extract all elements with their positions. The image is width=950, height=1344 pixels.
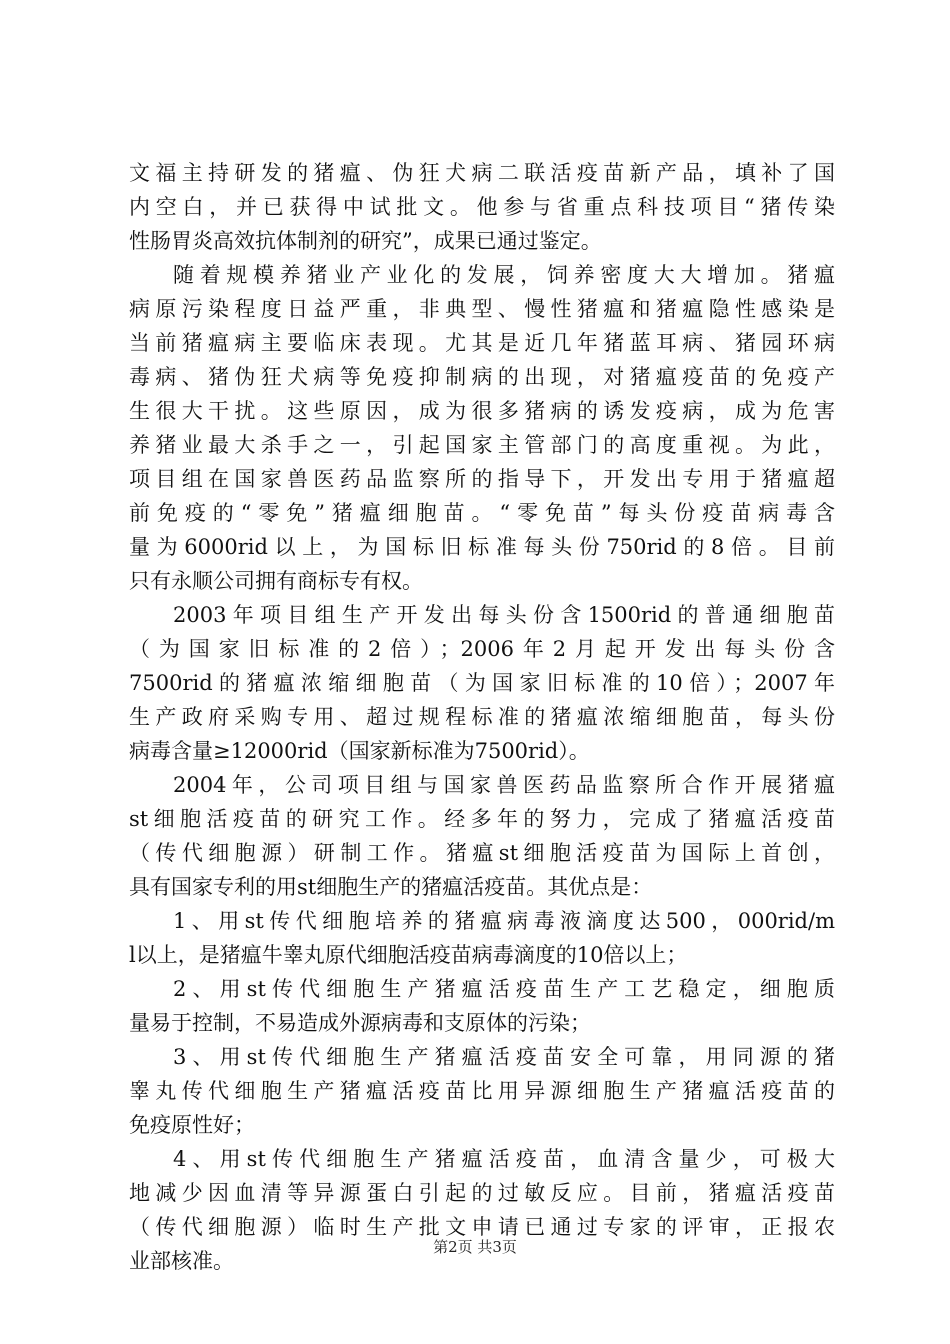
text-line: 量为6000rid以上，为国标旧标准每头份750rid的8倍。目前 (129, 535, 835, 559)
text-line: 免疫原性好； (129, 1113, 255, 1137)
text-line: 病原污染程度日益严重，非典型、慢性猪瘟和猪瘟隐性感染是 (129, 297, 835, 321)
text-line: 生产政府采购专用、超过规程标准的猪瘟浓缩细胞苗，每头份 (129, 705, 835, 729)
text-line: （传代细胞源）临时生产批文申请已通过专家的评审，正报农 (129, 1215, 835, 1239)
page-number-footer: 第2页 共3页 (433, 1238, 517, 1256)
text-line: 业部核准。 (129, 1249, 234, 1273)
text-line: 1、用st传代细胞培养的猪瘟病毒液滴度达500，000rid/m (173, 909, 835, 933)
text-line: 毒病、猪伪狂犬病等免疫抑制病的出现，对猪瘟疫苗的免疫产 (129, 365, 835, 389)
text-line: 前免疫的“零免”猪瘟细胞苗。“零免苗”每头份疫苗病毒含 (129, 501, 835, 525)
text-line: 2003年项目组生产开发出每头份含1500rid的普通细胞苗 (173, 603, 835, 627)
text-line: 生很大干扰。这些原因，成为很多猪病的诱发疫病，成为危害 (129, 399, 835, 423)
text-line: 地减少因血清等异源蛋白引起的过敏反应。目前，猪瘟活疫苗 (129, 1181, 835, 1205)
text-line: 7500rid的猪瘟浓缩细胞苗（为国家旧标准的10倍）；2007年 (129, 671, 835, 695)
body-text (129, 156, 835, 1278)
text-line: 养猪业最大杀手之一，引起国家主管部门的高度重视。为此， (129, 433, 835, 457)
text-line: 量易于控制，不易造成外源病毒和支原体的污染； (129, 1011, 591, 1035)
text-line: 3、用st传代细胞生产猪瘟活疫苗安全可靠，用同源的猪 (173, 1045, 835, 1069)
text-line: 随着规模养猪业产业化的发展，饲养密度大大增加。猪瘟 (173, 263, 835, 287)
text-line: 2004年，公司项目组与国家兽医药品监察所合作开展猪瘟 (173, 773, 835, 797)
text-line: 当前猪瘟病主要临床表现。尤其是近几年猪蓝耳病、猪园环病 (129, 331, 835, 355)
text-line: 内空白，并已获得中试批文。他参与省重点科技项目“猪传染 (129, 195, 835, 219)
text-line: 具有国家专利的用st细胞生产的猪瘟活疫苗。其优点是： (129, 875, 653, 899)
text-line: 只有永顺公司拥有商标专有权。 (129, 569, 423, 593)
text-line: 项目组在国家兽医药品监察所的指导下，开发出专用于猪瘟超 (129, 467, 835, 491)
text-line: 2、用st传代细胞生产猪瘟活疫苗生产工艺稳定，细胞质 (173, 977, 835, 1001)
text-line: 文福主持研发的猪瘟、伪狂犬病二联活疫苗新产品，填补了国 (129, 161, 835, 185)
text-line: （为国家旧标准的2倍）；2006年2月起开发出每头份含 (129, 637, 835, 661)
text-line: 睾丸传代细胞生产猪瘟活疫苗比用异源细胞生产猪瘟活疫苗的 (129, 1079, 835, 1103)
text-line: 病毒含量≥12000rid（国家新标准为7500rid）。 (129, 739, 590, 763)
text-line: st细胞活疫苗的研究工作。经多年的努力，完成了猪瘟活疫苗 (129, 807, 835, 831)
text-line: l以上，是猪瘟牛睾丸原代细胞活疫苗病毒滴度的10倍以上； (129, 943, 688, 967)
text-line: （传代细胞源）研制工作。猪瘟st细胞活疫苗为国际上首创， (129, 841, 835, 865)
text-line: 性肠胃炎高效抗体制剂的研究”，成果已通过鉴定。 (129, 229, 602, 253)
text-line: 4、用st传代细胞生产猪瘟活疫苗，血清含量少，可极大 (173, 1147, 835, 1171)
